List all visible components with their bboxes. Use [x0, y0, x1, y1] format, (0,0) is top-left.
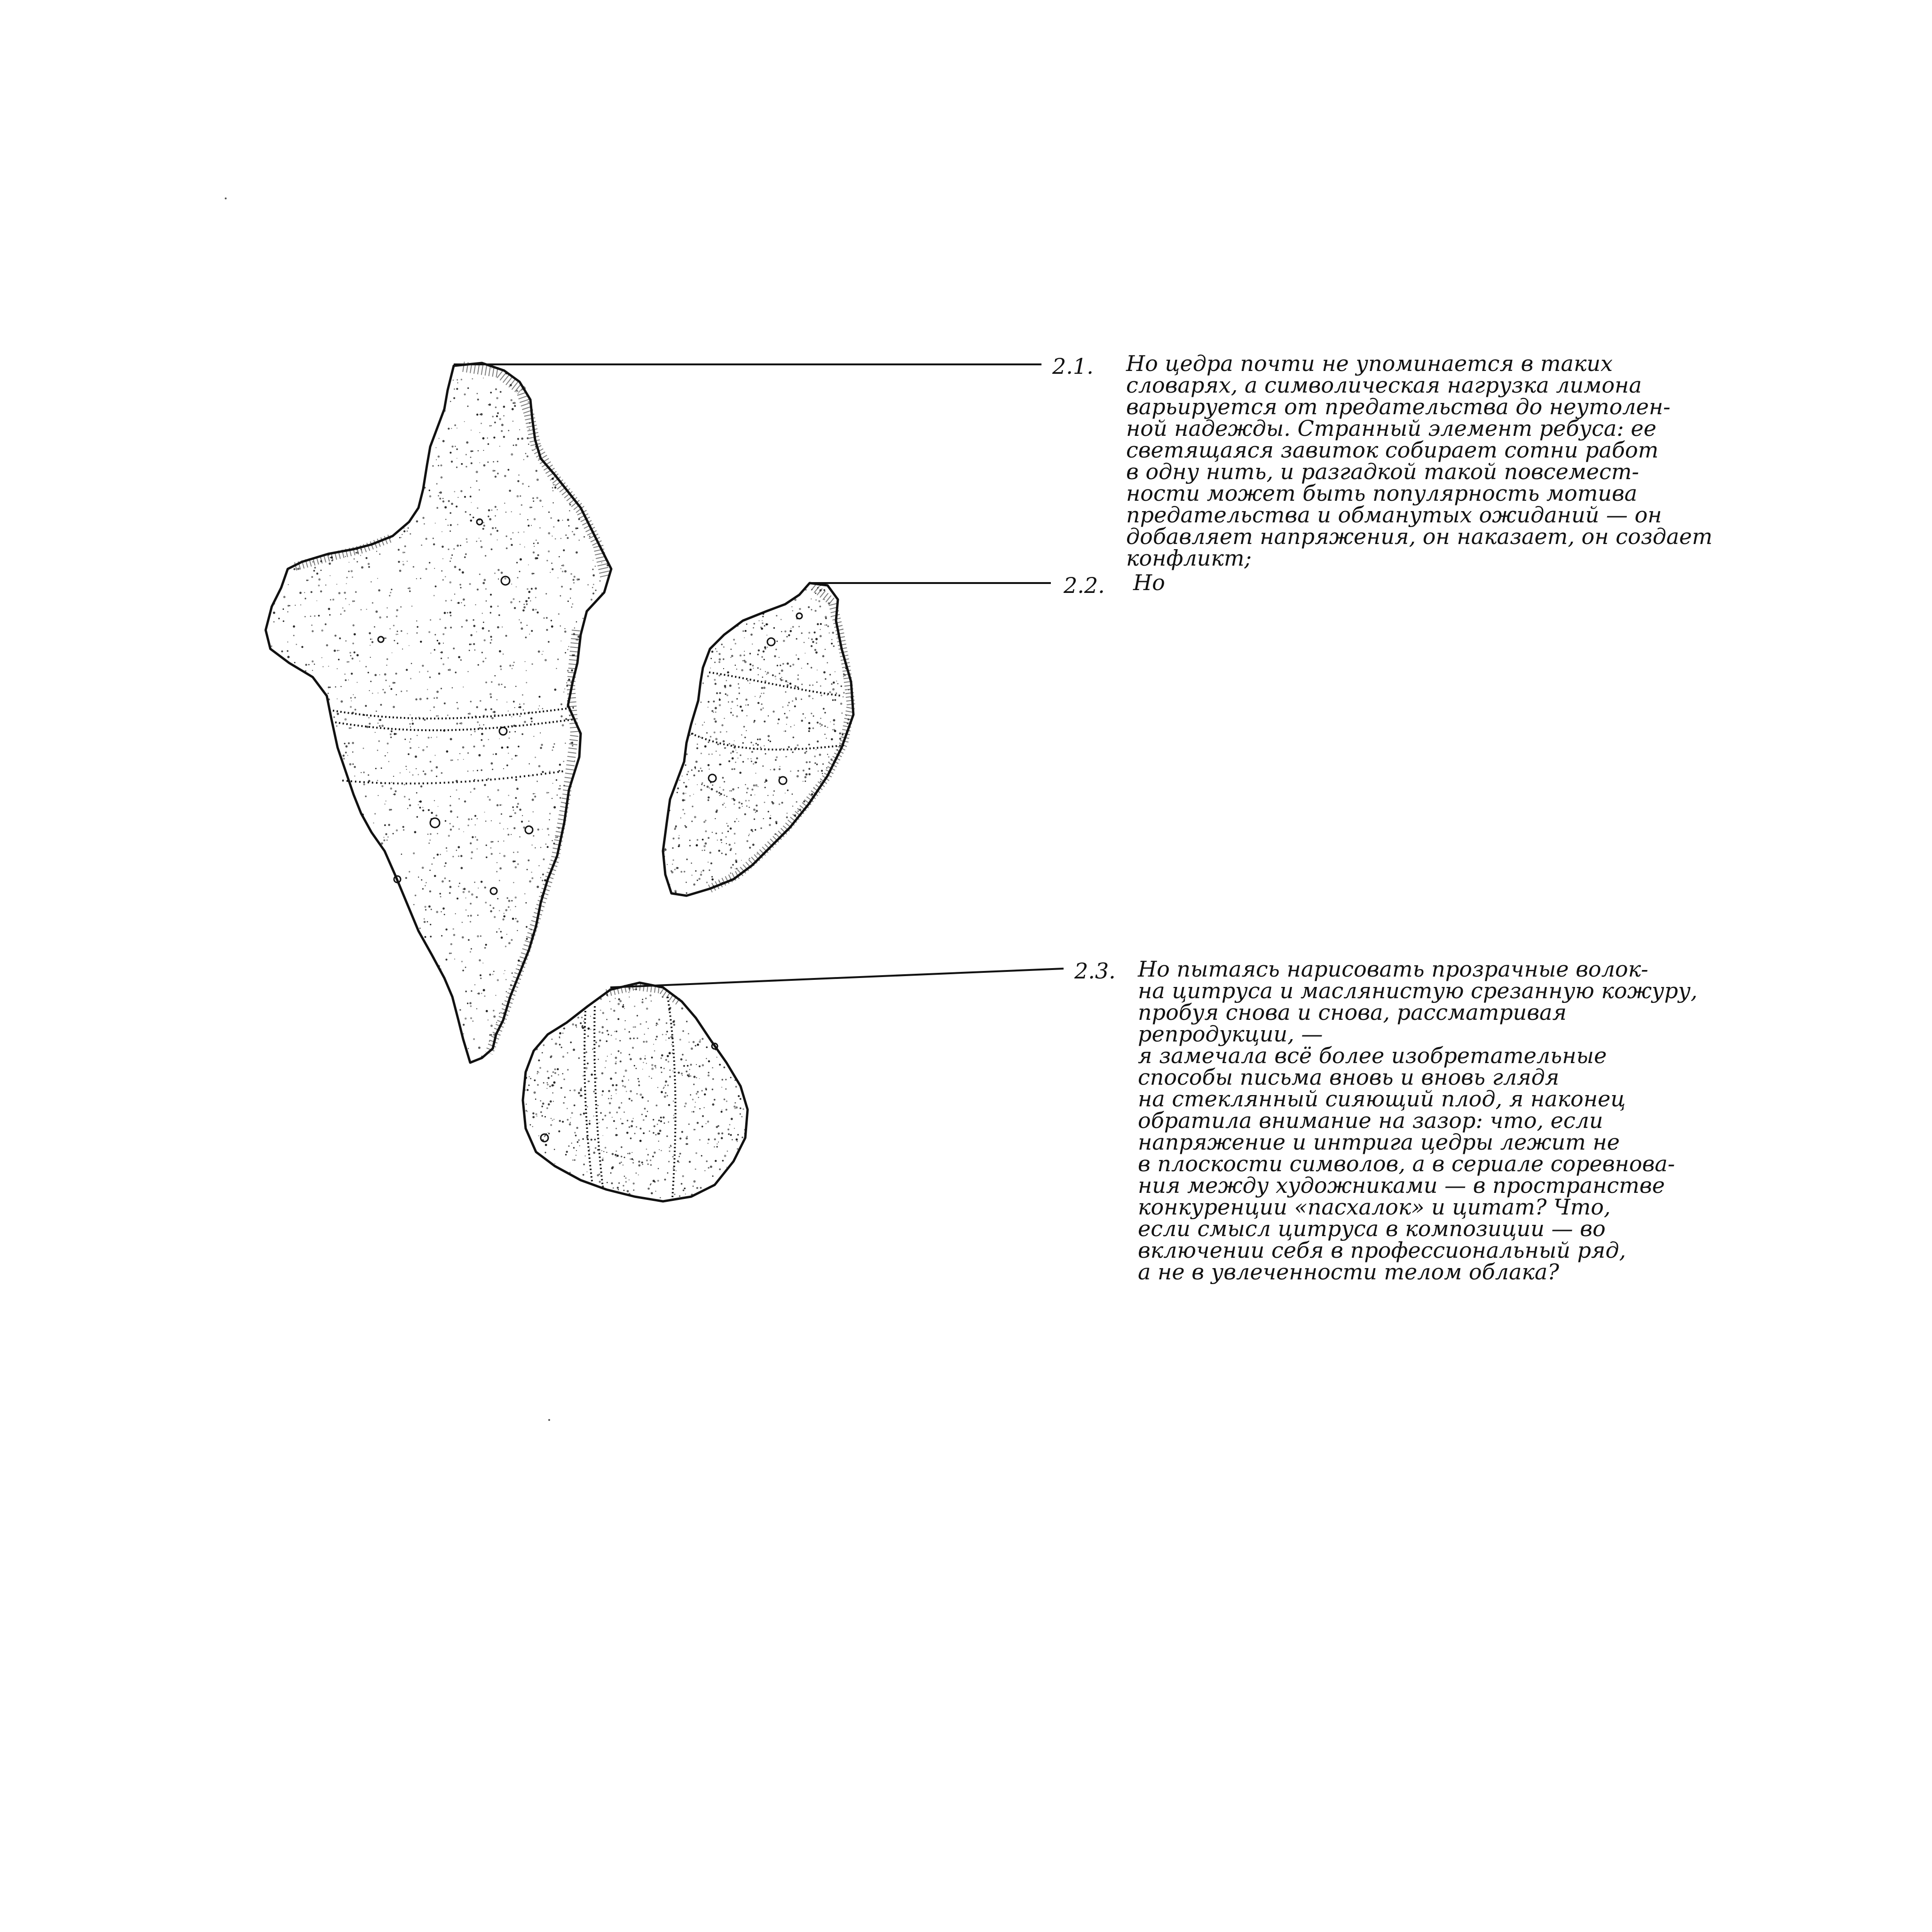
annotation-text-2-2	[1133, 572, 1165, 593]
leader-line-2-3	[610, 969, 1064, 987]
peel-fragment-large	[265, 363, 612, 1064]
note-line: на цитруса и маслянистую срезанную кожуру,	[1138, 978, 1698, 1003]
note-line: способы письма вновь и вновь глядя	[1138, 1065, 1560, 1090]
note-line: включении себя в профессиональный ряд,	[1138, 1238, 1626, 1263]
note-line: конкуренции «пасхалок» и цитат? Что,	[1138, 1194, 1611, 1220]
note-line: Но	[1133, 570, 1165, 595]
note-line: напряжение и интрига цедры лежит не	[1138, 1129, 1620, 1155]
note-line: светящаяся завиток собирает сотни работ	[1126, 437, 1659, 463]
note-line: если смысл цитруса в композиции — во	[1138, 1216, 1606, 1241]
annotation-text-2-3	[1138, 958, 1697, 1283]
note-line: ности может быть популярность мотива	[1126, 481, 1638, 506]
note-line: я замечала всё более изобретательные	[1138, 1043, 1607, 1068]
note-line: конфликт;	[1126, 545, 1252, 571]
note-line: на стеклянный сияющий плод, я наконец	[1138, 1086, 1626, 1112]
peel-fragment-round	[522, 982, 748, 1202]
annotation-label-2-1: 2.1.	[1052, 354, 1094, 379]
note-line: а не в увлеченности телом облака?	[1138, 1259, 1559, 1285]
note-line: репродукции, —	[1138, 1021, 1323, 1047]
note-line: в плоскости символов, а в сериале соревнова-	[1138, 1151, 1675, 1176]
note-line: предательства и обманутых ожиданий — он	[1126, 502, 1662, 528]
note-line: добавляет напряжения, он наказает, он создает	[1126, 524, 1713, 549]
annotation-text-2-1	[1126, 353, 1712, 569]
note-line: пробуя снова и снова, рассматривая	[1138, 1000, 1567, 1025]
annotation-label-2-2: 2.2.	[1064, 573, 1105, 598]
note-line: варьируется от предательства до неутолен-	[1126, 394, 1671, 419]
peel-fragment-middle	[662, 583, 854, 897]
note-line: ния между художниками — в пространстве	[1138, 1173, 1665, 1198]
note-line: словарях, а символическая нагрузка лимона	[1126, 372, 1642, 398]
annotation-label-2-3: 2.3.	[1074, 958, 1116, 984]
note-line: обратила внимание на зазор: что, если	[1138, 1108, 1603, 1133]
note-line: в одну нить, и разгадкой такой повсемест-	[1126, 459, 1639, 484]
note-line: Но пытаясь нарисовать прозрачные волок-	[1138, 956, 1648, 982]
note-line: ной надежды. Странный элемент ребуса: ее	[1126, 416, 1656, 441]
note-line: Но цедра почти не упоминается в таких	[1126, 351, 1613, 376]
